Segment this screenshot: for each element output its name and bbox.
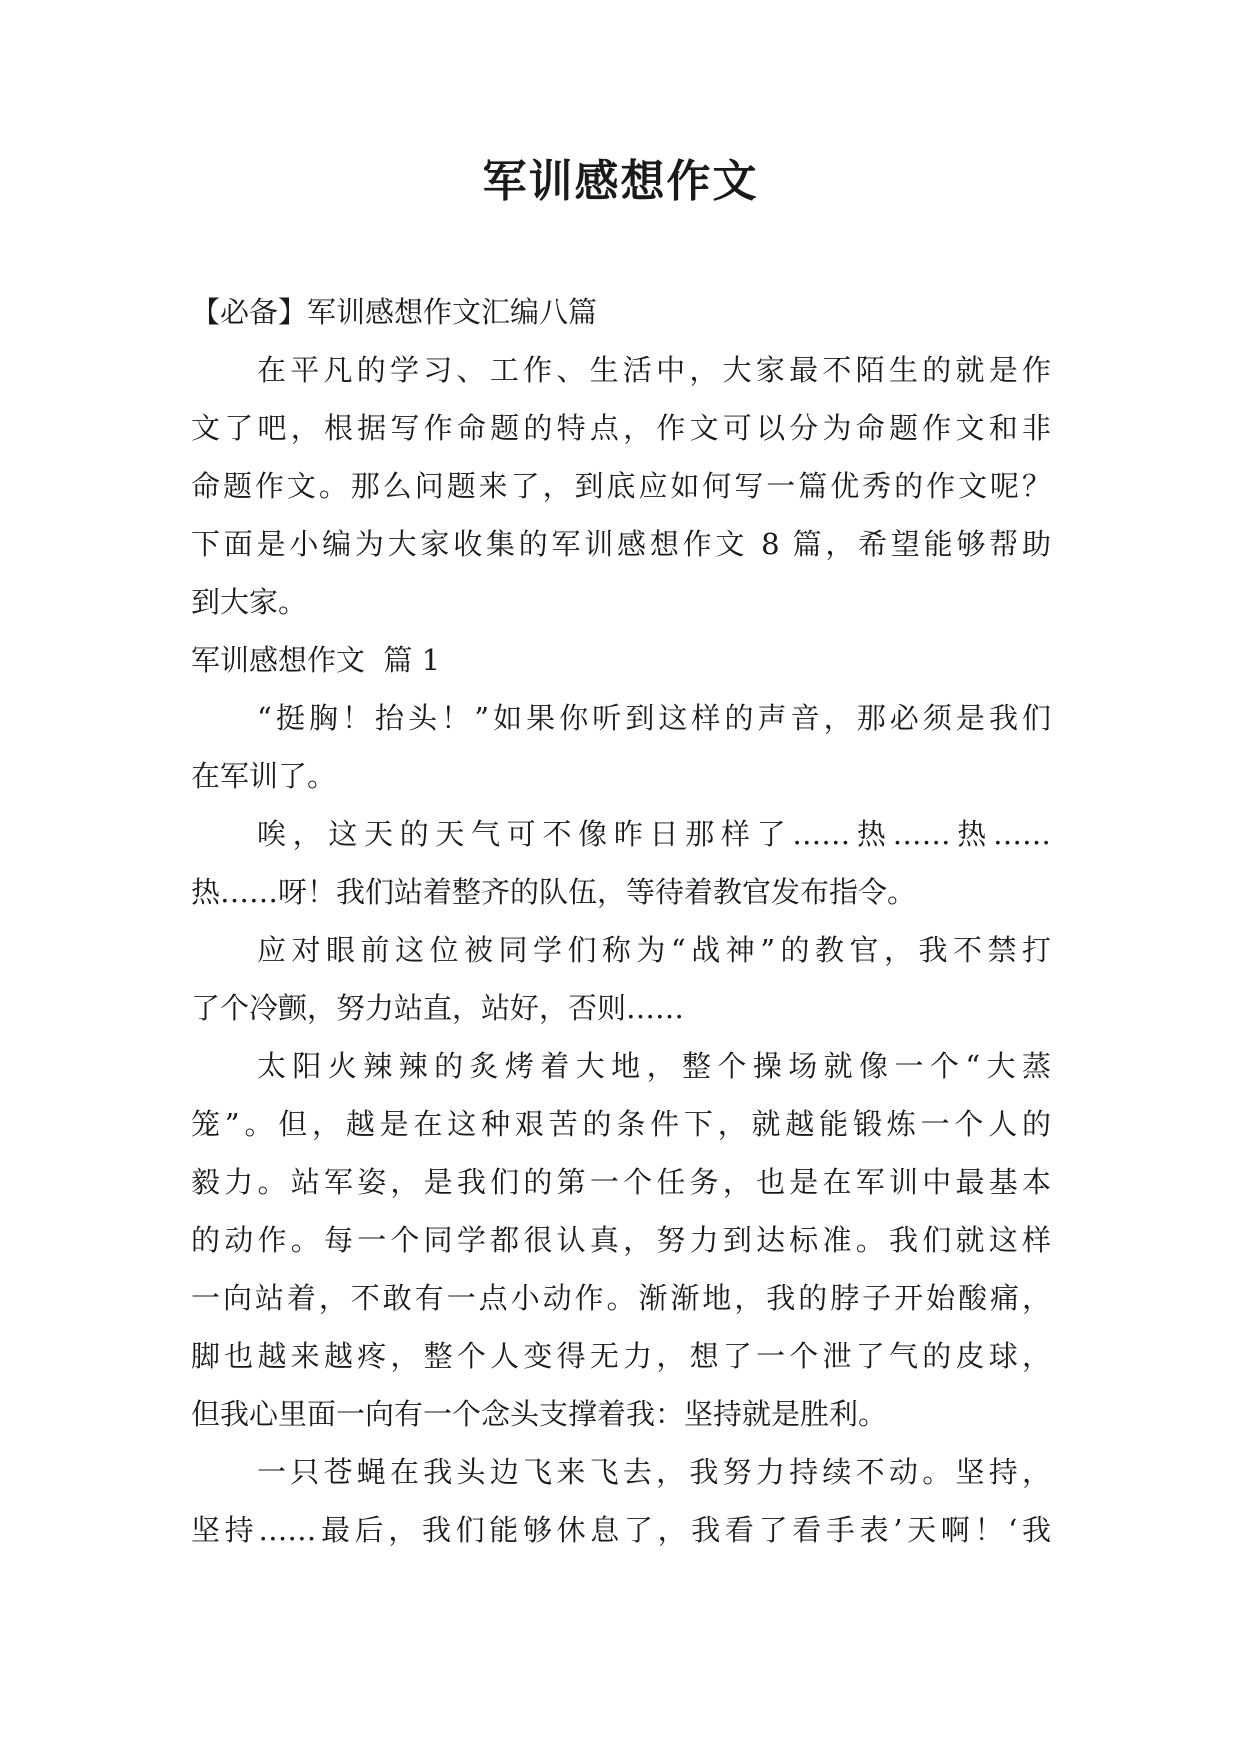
text-line: 唉，这天的天气可不像昨日那样了……热……热……	[257, 817, 1051, 851]
text-line: 坚持……最后，我们能够休息了，我看了看手表’天啊！‘我	[191, 1513, 1051, 1547]
text-line: 在平凡的学习、工作、生活中，大家最不陌生的就是作	[257, 353, 1051, 387]
text-line: 应对眼前这位被同学们称为“战神”的教官，我不禁打	[257, 933, 1051, 967]
text-line: 到大家。	[191, 585, 308, 619]
text-line: 文了吧，根据写作命题的特点，作文可以分为命题作文和非	[191, 411, 1051, 445]
text-line: 【必备】军训感想作文汇编八篇	[191, 295, 598, 329]
text-line: 一向站着，不敢有一点小动作。渐渐地，我的脖子开始酸痛，	[191, 1281, 1051, 1315]
text-line: “挺胸！抬头！”如果你听到这样的声音，那必须是我们	[257, 701, 1051, 735]
document-body	[191, 283, 1051, 1559]
text-line: 命题作文。那么问题来了，到底应如何写一篇优秀的作文呢？	[191, 469, 1051, 503]
text-line: 脚也越来越疼，整个人变得无力，想了一个泄了气的皮球，	[191, 1339, 1051, 1373]
text-line: 下面是小编为大家收集的军训感想作文 8 篇，希望能够帮助	[191, 527, 1051, 561]
text-line: 太阳火辣辣的炙烤着大地，整个操场就像一个“大蒸	[257, 1049, 1051, 1083]
document-title: 军训感想作文	[482, 156, 759, 207]
text-line: 了个冷颤，努力站直，站好，否则……	[191, 991, 685, 1025]
text-line: 一只苍蝇在我头边飞来飞去，我努力持续不动。坚持，	[257, 1455, 1051, 1489]
text-line: 的动作。每一个同学都很认真，努力到达标准。我们就这样	[191, 1223, 1051, 1257]
text-line: 毅力。站军姿，是我们的第一个任务，也是在军训中最基本	[191, 1165, 1051, 1199]
text-line: 军训感想作文 篇 1	[191, 643, 441, 677]
text-line: 但我心里面一向有一个念头支撑着我：坚持就是胜利。	[191, 1397, 888, 1431]
text-line: 热……呀！我们站着整齐的队伍，等待着教官发布指令。	[191, 875, 917, 909]
text-line: 在军训了。	[191, 759, 337, 793]
text-line: 笼”。但，越是在这种艰苦的条件下，就越能锻炼一个人的	[191, 1107, 1051, 1141]
